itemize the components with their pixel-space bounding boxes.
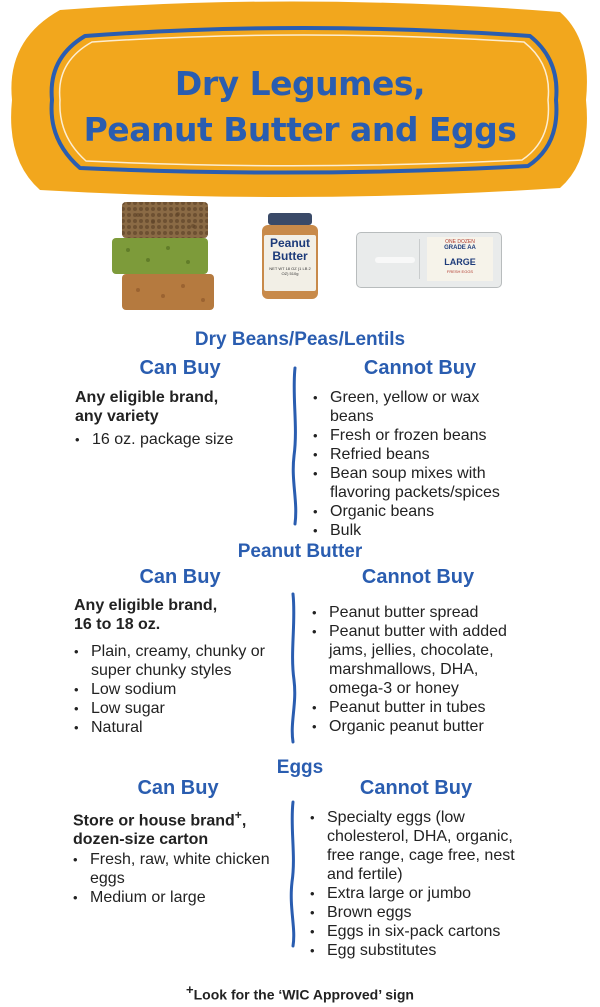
carton-top-label: ONE DOZEN (445, 239, 475, 245)
eggs-cannot-buy-heading: Cannot Buy (359, 777, 473, 799)
carton-grade: GRADE AA (444, 245, 476, 251)
eggs-lead-line2: dozen-size carton (73, 831, 209, 849)
beans-divider (288, 366, 302, 526)
pb-can-buy-heading: Can Buy (139, 566, 221, 588)
section-title-peanut-butter: Peanut Butter (237, 541, 363, 562)
pb-can-buy-list (74, 642, 274, 737)
eggs-can-buy-lead (73, 806, 288, 849)
list-item: • Peanut butter with added jams, jellies, chocolate, marshmallows, DHA, omega-3 or honey (312, 622, 527, 698)
list-item: • Medium or large (73, 888, 285, 907)
footnote (0, 982, 600, 1003)
beans-can-buy-list (75, 430, 275, 449)
jar-label-line2: Butter (272, 249, 308, 263)
list-item: • Peanut butter spread (312, 603, 527, 622)
beans-lead-line2: any variety (75, 408, 159, 425)
dry-beans-bags-image (108, 200, 220, 312)
jar-label-line1: Peanut (269, 236, 310, 250)
jar-small-print: NET WT 18 OZ (1 LB 2 OZ) 510g (269, 266, 311, 276)
pb-can-buy-lead (74, 596, 284, 634)
list-item: • 16 oz. package size (75, 430, 275, 449)
list-item: • Peanut butter in tubes (312, 698, 527, 717)
pb-cannot-buy-heading: Cannot Buy (361, 566, 475, 588)
list-item: • Natural (74, 718, 274, 737)
footnote-marker: + (234, 808, 242, 822)
list-item: • Low sodium (74, 680, 274, 699)
list-item: • Refried beans (313, 445, 523, 464)
list-item: • Organic peanut butter (312, 717, 527, 736)
list-item: • Fresh, raw, white chicken eggs (73, 850, 285, 888)
eggs-divider (286, 800, 300, 948)
eggs-lead-comma: , (241, 812, 247, 830)
eggs-can-buy-heading: Can Buy (137, 777, 219, 799)
eggs-lead-line1 (73, 806, 288, 830)
pb-divider (286, 592, 300, 744)
carton-brand: FRESH EGGS (446, 269, 474, 274)
list-item: • Extra large or jumbo (310, 884, 530, 903)
list-item: • Bean soup mixes with flavoring packets/spices (313, 464, 523, 502)
eggs-lead-text: Store or house brand (73, 812, 235, 830)
list-item: • Low sugar (74, 699, 274, 718)
list-item: • Brown eggs (310, 903, 530, 922)
beans-lead-line1: Any eligible brand, (75, 389, 219, 406)
eggs-cannot-buy-list (310, 808, 530, 960)
beans-can-buy-heading: Can Buy (139, 357, 221, 379)
list-item: • Eggs in six-pack cartons (310, 922, 530, 941)
beans-cannot-buy-list (313, 388, 523, 540)
list-item: • Plain, creamy, chunky or super chunky styles (74, 642, 274, 680)
egg-carton-image (356, 232, 502, 288)
beans-can-buy-lead (75, 388, 275, 426)
section-title-beans: Dry Beans/Peas/Lentils (194, 329, 406, 350)
pb-lead-line2: 16 to 18 oz. (74, 616, 161, 633)
pb-lead-line1: Any eligible brand, (74, 597, 218, 614)
list-item: • Fresh or frozen beans (313, 426, 523, 445)
footnote-mark: + (186, 982, 194, 997)
page-title-line2: Peanut Butter and Eggs (83, 110, 517, 149)
beans-cannot-buy-heading: Cannot Buy (363, 357, 477, 379)
page-title-line1: Dry Legumes, (174, 64, 426, 103)
peanut-butter-jar-image (262, 213, 318, 299)
list-item: • Green, yellow or wax beans (313, 388, 523, 426)
section-title-eggs: Eggs (276, 757, 324, 778)
pb-cannot-buy-list (312, 603, 527, 736)
eggs-can-buy-list (73, 850, 285, 907)
list-item: • Specialty eggs (low cholesterol, DHA, organic, free range, cage free, nest and fertile) (310, 808, 530, 884)
footnote-text: Look for the ‘WIC Approved’ sign (193, 986, 414, 1003)
carton-size: LARGE (444, 257, 476, 267)
list-item: • Organic beans (313, 502, 523, 521)
list-item: • Bulk (313, 521, 523, 540)
list-item: • Egg substitutes (310, 941, 530, 960)
